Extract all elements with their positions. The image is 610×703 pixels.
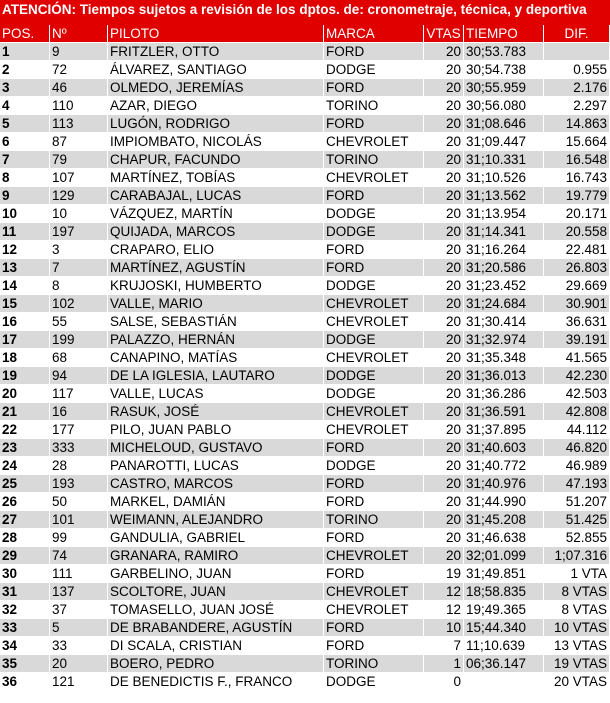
pos-cell: 16 <box>0 313 50 331</box>
driver-cell: VALLE, LUCAS <box>108 385 324 403</box>
number-cell: 16 <box>50 403 108 421</box>
table-row <box>0 421 610 439</box>
number-cell: 20 <box>50 655 108 673</box>
gap-cell: 1;07.316 <box>544 547 610 565</box>
pos-cell: 15 <box>0 295 50 313</box>
brand-cell: CHEVROLET <box>324 295 424 313</box>
time-cell: 06;36.147 <box>464 655 544 673</box>
driver-cell: PANAROTTI, LUCAS <box>108 457 324 475</box>
driver-cell: RASUK, JOSÉ <box>108 403 324 421</box>
pos-cell: 34 <box>0 637 50 655</box>
table-row <box>0 403 610 421</box>
gap-cell: 52.855 <box>544 529 610 547</box>
gap-cell: 15.664 <box>544 133 610 151</box>
pos-cell: 20 <box>0 385 50 403</box>
driver-cell: CARABAJAL, LUCAS <box>108 187 324 205</box>
driver-cell: MICHELOUD, GUSTAVO <box>108 439 324 457</box>
time-cell: 31;14.341 <box>464 223 544 241</box>
laps-cell: 20 <box>424 511 464 529</box>
brand-cell: FORD <box>324 115 424 133</box>
driver-cell: VALLE, MARIO <box>108 295 324 313</box>
table-row <box>0 241 610 259</box>
table-row <box>0 133 610 151</box>
driver-cell: MARTÍNEZ, AGUSTÍN <box>108 259 324 277</box>
gap-cell: 20.558 <box>544 223 610 241</box>
time-cell: 31;40.603 <box>464 439 544 457</box>
time-cell: 31;37.895 <box>464 421 544 439</box>
driver-cell: CHAPUR, FACUNDO <box>108 151 324 169</box>
laps-cell: 7 <box>424 637 464 655</box>
laps-cell: 1 <box>424 655 464 673</box>
pos-cell: 5 <box>0 115 50 133</box>
number-cell: 101 <box>50 511 108 529</box>
laps-cell: 20 <box>424 277 464 295</box>
number-cell: 193 <box>50 475 108 493</box>
pos-cell: 7 <box>0 151 50 169</box>
number-cell: 68 <box>50 349 108 367</box>
gap-cell: 20.171 <box>544 205 610 223</box>
brand-cell: CHEVROLET <box>324 601 424 619</box>
time-cell: 31;45.208 <box>464 511 544 529</box>
gap-cell: 26.803 <box>544 259 610 277</box>
table-row <box>0 547 610 565</box>
gap-cell: 19.779 <box>544 187 610 205</box>
laps-cell: 20 <box>424 259 464 277</box>
laps-cell: 0 <box>424 673 464 691</box>
driver-cell: ÁLVAREZ, SANTIAGO <box>108 61 324 79</box>
pos-cell: 27 <box>0 511 50 529</box>
table-row <box>0 673 610 691</box>
time-cell: 31;36.591 <box>464 403 544 421</box>
laps-cell: 20 <box>424 61 464 79</box>
laps-cell: 10 <box>424 619 464 637</box>
time-cell: 31;36.286 <box>464 385 544 403</box>
time-cell: 31;46.638 <box>464 529 544 547</box>
pos-cell: 35 <box>0 655 50 673</box>
brand-cell: DODGE <box>324 277 424 295</box>
driver-cell: KRUJOSKI, HUMBERTO <box>108 277 324 295</box>
pos-cell: 33 <box>0 619 50 637</box>
table-row <box>0 529 610 547</box>
gap-cell: 8 VTAS <box>544 583 610 601</box>
driver-cell: QUIJADA, MARCOS <box>108 223 324 241</box>
laps-cell: 20 <box>424 547 464 565</box>
table-row <box>0 79 610 97</box>
number-cell: 74 <box>50 547 108 565</box>
gap-cell: 22.481 <box>544 241 610 259</box>
time-cell: 31;49.851 <box>464 565 544 583</box>
table-row <box>0 457 610 475</box>
table-row <box>0 511 610 529</box>
brand-cell: CHEVROLET <box>324 313 424 331</box>
time-cell: 31;30.414 <box>464 313 544 331</box>
laps-cell: 20 <box>424 223 464 241</box>
laps-cell: 20 <box>424 457 464 475</box>
pos-cell: 4 <box>0 97 50 115</box>
time-cell: 30;55.959 <box>464 79 544 97</box>
brand-cell: TORINO <box>324 655 424 673</box>
driver-cell: DE BENEDICTIS F., FRANCO <box>108 673 324 691</box>
driver-cell: MARKEL, DAMIÁN <box>108 493 324 511</box>
laps-cell: 20 <box>424 475 464 493</box>
pos-cell: 3 <box>0 79 50 97</box>
time-cell: 31;13.954 <box>464 205 544 223</box>
laps-cell: 20 <box>424 133 464 151</box>
laps-cell: 19 <box>424 565 464 583</box>
revision-notice: ATENCIÓN: Tiempos sujetos a revisión de los dptos. de: cronometraje, técnica, y deportiva <box>0 0 610 25</box>
header-pos: POS. <box>0 25 50 43</box>
time-cell: 15;44.340 <box>464 619 544 637</box>
table-row <box>0 223 610 241</box>
brand-cell: FORD <box>324 475 424 493</box>
table-row <box>0 367 610 385</box>
number-cell: 50 <box>50 493 108 511</box>
table-row <box>0 565 610 583</box>
number-cell: 8 <box>50 277 108 295</box>
brand-cell: TORINO <box>324 511 424 529</box>
pos-cell: 12 <box>0 241 50 259</box>
gap-cell: 36.631 <box>544 313 610 331</box>
laps-cell: 20 <box>424 151 464 169</box>
laps-cell: 20 <box>424 421 464 439</box>
pos-cell: 24 <box>0 457 50 475</box>
brand-cell: FORD <box>324 637 424 655</box>
number-cell: 79 <box>50 151 108 169</box>
time-cell: 31;23.452 <box>464 277 544 295</box>
driver-cell: DI SCALA, CRISTIAN <box>108 637 324 655</box>
time-cell: 31;36.013 <box>464 367 544 385</box>
table-row <box>0 655 610 673</box>
brand-cell: CHEVROLET <box>324 583 424 601</box>
number-cell: 117 <box>50 385 108 403</box>
gap-cell: 14.863 <box>544 115 610 133</box>
driver-cell: GARBELINO, JUAN <box>108 565 324 583</box>
table-row <box>0 493 610 511</box>
gap-cell: 29.669 <box>544 277 610 295</box>
pos-cell: 11 <box>0 223 50 241</box>
number-cell: 99 <box>50 529 108 547</box>
number-cell: 10 <box>50 205 108 223</box>
laps-cell: 20 <box>424 43 464 61</box>
time-cell: 19;49.365 <box>464 601 544 619</box>
brand-cell: DODGE <box>324 61 424 79</box>
gap-cell: 10 VTAS <box>544 619 610 637</box>
brand-cell: FORD <box>324 493 424 511</box>
laps-cell: 20 <box>424 529 464 547</box>
gap-cell: 19 VTAS <box>544 655 610 673</box>
brand-cell: DODGE <box>324 367 424 385</box>
laps-cell: 20 <box>424 349 464 367</box>
table-row <box>0 205 610 223</box>
time-cell: 31;10.526 <box>464 169 544 187</box>
gap-cell: 0.955 <box>544 61 610 79</box>
brand-cell: FORD <box>324 259 424 277</box>
driver-cell: DE LA IGLESIA, LAUTARO <box>108 367 324 385</box>
table-row <box>0 439 610 457</box>
brand-cell: FORD <box>324 619 424 637</box>
driver-cell: FRITZLER, OTTO <box>108 43 324 61</box>
time-cell: 31;16.264 <box>464 241 544 259</box>
driver-cell: GANDULIA, GABRIEL <box>108 529 324 547</box>
gap-cell: 47.193 <box>544 475 610 493</box>
table-row <box>0 61 610 79</box>
header-dif: DIF. <box>544 25 610 43</box>
pos-cell: 19 <box>0 367 50 385</box>
number-cell: 55 <box>50 313 108 331</box>
number-cell: 102 <box>50 295 108 313</box>
table-row <box>0 349 610 367</box>
driver-cell: OLMEDO, JEREMÍAS <box>108 79 324 97</box>
pos-cell: 29 <box>0 547 50 565</box>
gap-cell: 30.901 <box>544 295 610 313</box>
pos-cell: 14 <box>0 277 50 295</box>
brand-cell: FORD <box>324 565 424 583</box>
pos-cell: 32 <box>0 601 50 619</box>
laps-cell: 20 <box>424 205 464 223</box>
brand-cell: DODGE <box>324 457 424 475</box>
time-cell <box>464 673 544 691</box>
table-row <box>0 97 610 115</box>
time-cell: 31;24.684 <box>464 295 544 313</box>
brand-cell: CHEVROLET <box>324 349 424 367</box>
results-table <box>0 25 610 691</box>
pos-cell: 22 <box>0 421 50 439</box>
gap-cell: 1 VTA <box>544 565 610 583</box>
gap-cell: 16.743 <box>544 169 610 187</box>
number-cell: 3 <box>50 241 108 259</box>
brand-cell: DODGE <box>324 331 424 349</box>
brand-cell: TORINO <box>324 151 424 169</box>
pos-cell: 23 <box>0 439 50 457</box>
number-cell: 107 <box>50 169 108 187</box>
time-cell: 31;10.331 <box>464 151 544 169</box>
pos-cell: 28 <box>0 529 50 547</box>
gap-cell: 8 VTAS <box>544 601 610 619</box>
table-row <box>0 313 610 331</box>
pos-cell: 17 <box>0 331 50 349</box>
number-cell: 72 <box>50 61 108 79</box>
driver-cell: CRAPARO, ELIO <box>108 241 324 259</box>
laps-cell: 20 <box>424 79 464 97</box>
number-cell: 46 <box>50 79 108 97</box>
driver-cell: AZAR, DIEGO <box>108 97 324 115</box>
driver-cell: VÁZQUEZ, MARTÍN <box>108 205 324 223</box>
driver-cell: TOMASELLO, JUAN JOSÉ <box>108 601 324 619</box>
time-cell: 30;54.738 <box>464 61 544 79</box>
table-row <box>0 277 610 295</box>
brand-cell: FORD <box>324 529 424 547</box>
number-cell: 137 <box>50 583 108 601</box>
pos-cell: 21 <box>0 403 50 421</box>
table-row <box>0 187 610 205</box>
gap-cell: 41.565 <box>544 349 610 367</box>
time-cell: 30;56.080 <box>464 97 544 115</box>
driver-cell: SALSE, SEBASTIÁN <box>108 313 324 331</box>
brand-cell: DODGE <box>324 385 424 403</box>
gap-cell: 51.425 <box>544 511 610 529</box>
header-num: Nº <box>50 25 108 43</box>
laps-cell: 20 <box>424 367 464 385</box>
time-cell: 11;10.639 <box>464 637 544 655</box>
number-cell: 110 <box>50 97 108 115</box>
number-cell: 113 <box>50 115 108 133</box>
laps-cell: 20 <box>424 295 464 313</box>
brand-cell: CHEVROLET <box>324 403 424 421</box>
brand-cell: FORD <box>324 439 424 457</box>
laps-cell: 20 <box>424 385 464 403</box>
laps-cell: 20 <box>424 97 464 115</box>
driver-cell: LUGÓN, RODRIGO <box>108 115 324 133</box>
driver-cell: SCOLTORE, JUAN <box>108 583 324 601</box>
pos-cell: 26 <box>0 493 50 511</box>
laps-cell: 20 <box>424 331 464 349</box>
laps-cell: 12 <box>424 583 464 601</box>
brand-cell: DODGE <box>324 673 424 691</box>
table-row <box>0 331 610 349</box>
time-cell: 31;20.586 <box>464 259 544 277</box>
gap-cell: 42.808 <box>544 403 610 421</box>
header-piloto: PILOTO <box>108 25 324 43</box>
time-cell: 31;09.447 <box>464 133 544 151</box>
pos-cell: 13 <box>0 259 50 277</box>
number-cell: 7 <box>50 259 108 277</box>
number-cell: 333 <box>50 439 108 457</box>
gap-cell: 2.176 <box>544 79 610 97</box>
gap-cell: 13 VTAS <box>544 637 610 655</box>
brand-cell: FORD <box>324 43 424 61</box>
gap-cell: 42.230 <box>544 367 610 385</box>
table-row <box>0 637 610 655</box>
laps-cell: 20 <box>424 493 464 511</box>
driver-cell: CASTRO, MARCOS <box>108 475 324 493</box>
gap-cell: 46.989 <box>544 457 610 475</box>
pos-cell: 9 <box>0 187 50 205</box>
laps-cell: 20 <box>424 403 464 421</box>
pos-cell: 31 <box>0 583 50 601</box>
laps-cell: 20 <box>424 169 464 187</box>
laps-cell: 20 <box>424 313 464 331</box>
time-cell: 31;40.976 <box>464 475 544 493</box>
time-cell: 31;13.562 <box>464 187 544 205</box>
table-row <box>0 619 610 637</box>
driver-cell: MARTÍNEZ, TOBÍAS <box>108 169 324 187</box>
driver-cell: IMPIOMBATO, NICOLÁS <box>108 133 324 151</box>
table-row <box>0 295 610 313</box>
brand-cell: FORD <box>324 241 424 259</box>
pos-cell: 10 <box>0 205 50 223</box>
time-cell: 18;58.835 <box>464 583 544 601</box>
pos-cell: 1 <box>0 43 50 61</box>
gap-cell: 44.112 <box>544 421 610 439</box>
gap-cell: 42.503 <box>544 385 610 403</box>
pos-cell: 6 <box>0 133 50 151</box>
driver-cell: CANAPINO, MATÍAS <box>108 349 324 367</box>
number-cell: 9 <box>50 43 108 61</box>
brand-cell: CHEVROLET <box>324 421 424 439</box>
header-tiempo: TIEMPO <box>464 25 544 43</box>
number-cell: 177 <box>50 421 108 439</box>
pos-cell: 8 <box>0 169 50 187</box>
number-cell: 87 <box>50 133 108 151</box>
table-row <box>0 583 610 601</box>
brand-cell: TORINO <box>324 97 424 115</box>
laps-cell: 20 <box>424 241 464 259</box>
gap-cell: 2.297 <box>544 97 610 115</box>
time-cell: 31;44.990 <box>464 493 544 511</box>
number-cell: 129 <box>50 187 108 205</box>
time-cell: 30;53.783 <box>464 43 544 61</box>
number-cell: 111 <box>50 565 108 583</box>
time-cell: 31;40.772 <box>464 457 544 475</box>
pos-cell: 36 <box>0 673 50 691</box>
table-row <box>0 259 610 277</box>
table-row <box>0 43 610 61</box>
gap-cell: 16.548 <box>544 151 610 169</box>
brand-cell: FORD <box>324 79 424 97</box>
brand-cell: CHEVROLET <box>324 133 424 151</box>
table-row <box>0 601 610 619</box>
table-row <box>0 169 610 187</box>
number-cell: 94 <box>50 367 108 385</box>
brand-cell: DODGE <box>324 223 424 241</box>
number-cell: 37 <box>50 601 108 619</box>
brand-cell: DODGE <box>324 205 424 223</box>
time-cell: 32;01.099 <box>464 547 544 565</box>
time-cell: 31;08.646 <box>464 115 544 133</box>
pos-cell: 18 <box>0 349 50 367</box>
number-cell: 28 <box>50 457 108 475</box>
driver-cell: GRANARA, RAMIRO <box>108 547 324 565</box>
number-cell: 197 <box>50 223 108 241</box>
number-cell: 33 <box>50 637 108 655</box>
header-vtas: VTAS <box>424 25 464 43</box>
driver-cell: BOERO, PEDRO <box>108 655 324 673</box>
number-cell: 199 <box>50 331 108 349</box>
gap-cell: 39.191 <box>544 331 610 349</box>
gap-cell: 51.207 <box>544 493 610 511</box>
table-row <box>0 475 610 493</box>
number-cell: 121 <box>50 673 108 691</box>
gap-cell: 20 VTAS <box>544 673 610 691</box>
header-row <box>0 25 610 43</box>
laps-cell: 12 <box>424 601 464 619</box>
time-cell: 31;32.974 <box>464 331 544 349</box>
laps-cell: 20 <box>424 115 464 133</box>
pos-cell: 2 <box>0 61 50 79</box>
gap-cell: 46.820 <box>544 439 610 457</box>
pos-cell: 30 <box>0 565 50 583</box>
laps-cell: 20 <box>424 439 464 457</box>
laps-cell: 20 <box>424 187 464 205</box>
header-marca: MARCA <box>324 25 424 43</box>
driver-cell: PILO, JUAN PABLO <box>108 421 324 439</box>
brand-cell: CHEVROLET <box>324 169 424 187</box>
table-row <box>0 385 610 403</box>
brand-cell: CHEVROLET <box>324 547 424 565</box>
table-row <box>0 151 610 169</box>
gap-cell <box>544 43 610 61</box>
number-cell: 5 <box>50 619 108 637</box>
driver-cell: DE BRABANDERE, AGUSTÍN <box>108 619 324 637</box>
driver-cell: PALAZZO, HERNÁN <box>108 331 324 349</box>
brand-cell: FORD <box>324 187 424 205</box>
table-row <box>0 115 610 133</box>
time-cell: 31;35.348 <box>464 349 544 367</box>
driver-cell: WEIMANN, ALEJANDRO <box>108 511 324 529</box>
pos-cell: 25 <box>0 475 50 493</box>
